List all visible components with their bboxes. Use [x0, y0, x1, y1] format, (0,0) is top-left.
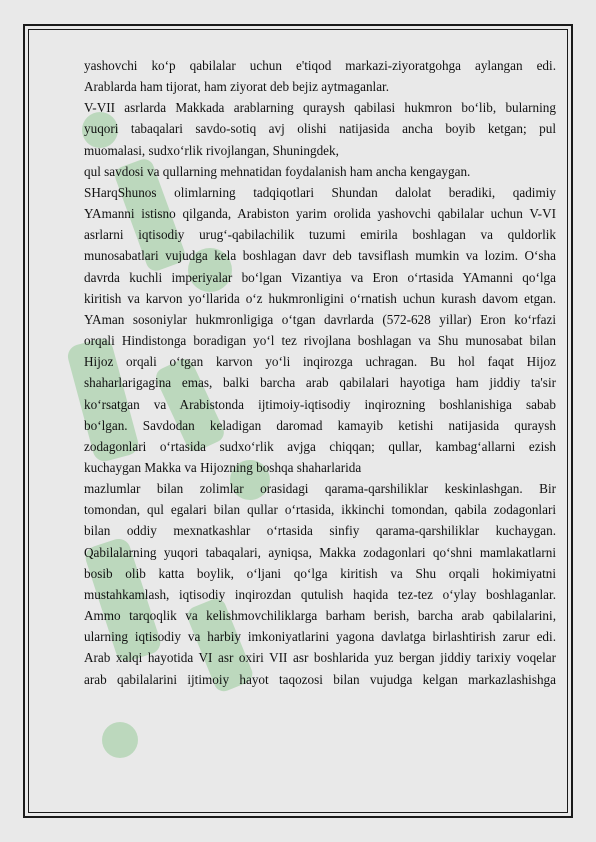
text-line: ularning iqtisodiy va harbiy imkoniyatlarini yagona davlatga birlashtirish zarur edi. [84, 629, 556, 645]
text-line: kuchaygan Makka va Hijozning boshqa shaharlarida [84, 459, 362, 475]
text-line: bo‘lgan. Savdodan keladigan daromad kamayib ketishi natijasida quraysh [84, 417, 556, 433]
text-line: Arablarda ham tijorat, ham ziyorat deb bejiz aytmaganlar. [84, 79, 390, 95]
text-line: davrda kuchli imperiyalar bo‘lgan Vizantiya va Eron o‘rtasida YAmanni qo‘lga [84, 269, 556, 285]
text-line: tomondan, qul egalari bilan qullar o‘rtasida, ikkinchi tomondan, qabila zodagonlari [84, 502, 556, 518]
text-line: YAmanni istisno qilganda, Arabiston yarim orolida yashovchi qabilalar uchun V-VI [84, 206, 556, 222]
text-line: bilan oddiy mexnatkashlar o‘rtasida sinfiy qarama-qarshiliklar kuchaygan. [84, 523, 556, 539]
text-line: arab qabilalarini ijtimoiy hayot taqozosi bilan vujudga kelgan markazlashishga [84, 671, 556, 687]
text-line: munosabatlari vujudga kela boshlagan davr deb tavsiflash mumkin va lozim. O‘sha [84, 248, 556, 264]
text-line: muomalasi, sudxo‘rlik rivojlangan, Shuningdek, [84, 142, 339, 158]
text-line: zodagonlari o‘rtasida sudxo‘rlik avjga chiqqan; qullar, kambag‘allarni ezish [84, 438, 556, 454]
text-line: Hijoz orqali o‘tgan karvon yo‘li inqirozga uchragan. Bu hol faqat Hijoz [84, 354, 556, 370]
text-line: mazlumlar bilan zolimlar orasidagi qarama-qarshiliklar keskinlashgan. Bir [84, 481, 556, 497]
text-line: asrlarni iqtisodiy urug‘-qabilachilik tuzumi emirila boshlagan va quldorlik [84, 227, 556, 243]
text-line: shaharlarigagina emas, balki barcha arab qabilalari hayotiga ham jiddiy ta'sir [84, 375, 556, 391]
text-line: ko‘rsatgan va Arabistonda ijtimoiy-iqtisodiy inqirozning boshlanishiga sabab [84, 396, 556, 412]
text-line: Arab xalqi hayotida VI asr oxiri VII asr boshlarida yuz bergan jiddiy tarixiy voqelar [84, 650, 556, 666]
text-line: V-VII asrlarda Makkada arablarning quraysh qabilasi hukmron bo‘lib, bularning [84, 100, 556, 116]
text-line: Qabilalarning yuqori tabaqalari, ayniqsa, Makka zodagonlari qo‘shni mamlakatlarni [84, 544, 556, 560]
text-line: SHarqShunos olimlarning tadqiqotlari Shundan dalolat beradiki, qadimiy [84, 184, 556, 200]
text-line: yuqori tabaqalari savdo-sotiq avj olishi natijasida ancha boyib ketgan; pul [84, 121, 556, 137]
text-line: yashovchi ko‘p qabilalar uchun e'tiqod markazi-ziyoratgohga aylangan edi. [84, 58, 556, 73]
text-line: orqali Hindistonga boradigan yo‘l tez rivojlana boshlagan va Shu munosabat bilan [84, 333, 556, 349]
text-line: YAman sosoniylar hukmronligiga o‘tgan davrlarda (572-628 yillar) Eron ko‘rfazi [84, 311, 556, 327]
text-line: kiritish va karvon yo‘llarida o‘z hukmronligini o‘rnatish uchun kurash davom etgan. [84, 290, 556, 306]
text-line: bosib olib katta boylik, o‘ljani qo‘lga kiritish va Shu orqali hokimiyatni [84, 565, 556, 581]
text-line: qul savdosi va qullarning mehnatidan foydalanish ham ancha kengaygan. [84, 163, 471, 179]
body-text [84, 55, 556, 690]
text-line: Ammo tarqoqlik va kelishmovchiliklarga barham berish, barcha arab qabilalarini, [84, 608, 556, 624]
text-line: mustahkamlash, iqtisodiy inqirozdan qutulish haqida tez-tez o‘ylay boshlaganlar. [84, 586, 556, 602]
